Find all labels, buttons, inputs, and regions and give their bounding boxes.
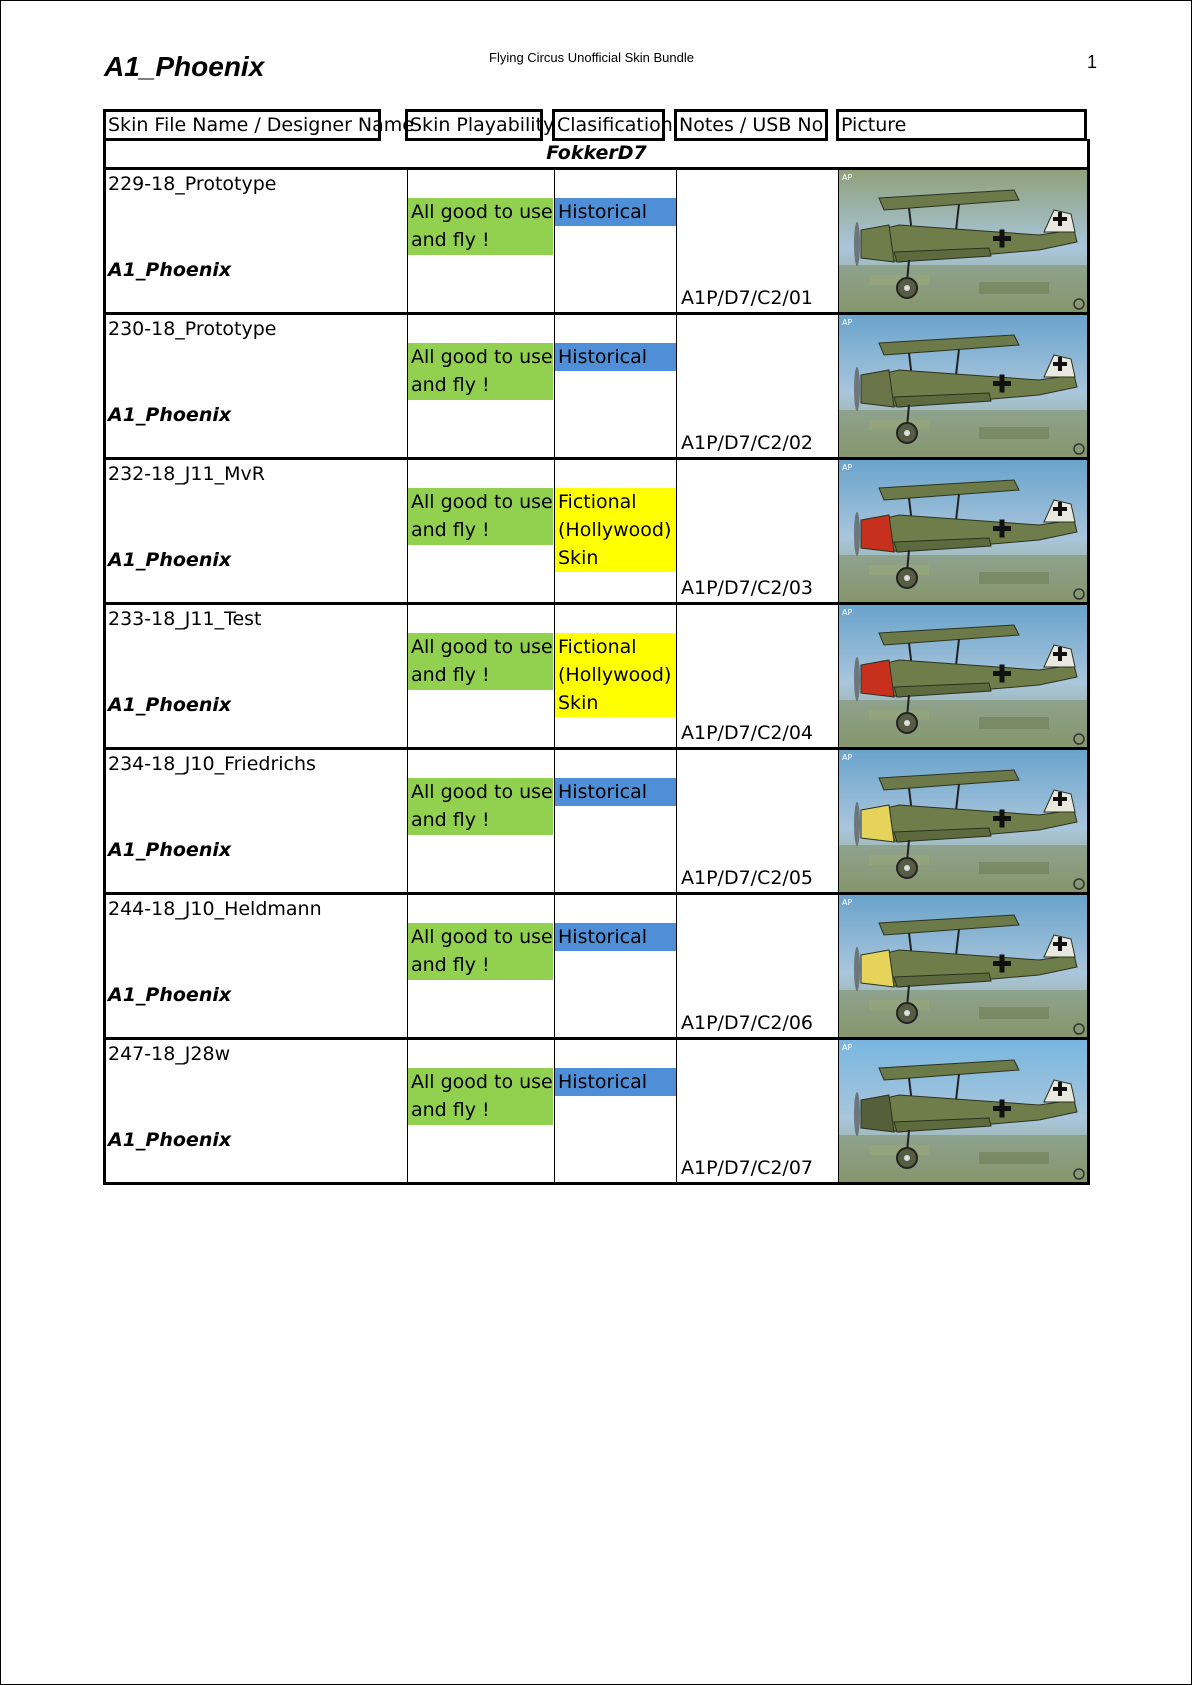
- header-skin-playability: Skin Playability: [405, 109, 543, 141]
- skin-name-cell: [106, 170, 408, 312]
- picture-cell: [839, 895, 1087, 1037]
- svg-text:AP: AP: [842, 608, 853, 617]
- playability-badge: All good to use and fly !: [408, 633, 553, 690]
- header-notes-usb: Notes / USB No.: [674, 109, 828, 141]
- picture-cell: [839, 460, 1087, 602]
- svg-text:AP: AP: [842, 318, 853, 327]
- notes-cell: [677, 895, 839, 1037]
- classification-cell: [555, 895, 677, 1037]
- table-row: [106, 312, 1087, 457]
- playability-cell: [408, 750, 555, 892]
- notes-cell: [677, 750, 839, 892]
- aircraft-picture: [839, 170, 1087, 312]
- picture-cell: [839, 750, 1087, 892]
- svg-text:AP: AP: [842, 753, 853, 762]
- designer-name: A1_Phoenix: [108, 984, 232, 1006]
- playability-cell: [408, 170, 555, 312]
- notes-cell: [677, 460, 839, 602]
- skin-name-cell: [106, 895, 408, 1037]
- playability-cell: [408, 605, 555, 747]
- skin-file-name: 229-18_Prototype: [108, 173, 277, 195]
- table-row: [106, 747, 1087, 892]
- classification-badge: Historical: [555, 923, 676, 951]
- header-clasification: Clasification: [552, 109, 665, 141]
- table-body: [103, 170, 1090, 1185]
- table-row: [106, 892, 1087, 1037]
- svg-text:AP: AP: [842, 1043, 853, 1052]
- skin-name-cell: [106, 750, 408, 892]
- aircraft-picture: [839, 605, 1087, 747]
- classification-badge: Fictional (Hollywood) Skin: [555, 633, 676, 717]
- svg-text:AP: AP: [842, 173, 853, 182]
- designer-name: A1_Phoenix: [108, 404, 232, 426]
- skin-file-name: 230-18_Prototype: [108, 318, 277, 340]
- playability-badge: All good to use and fly !: [408, 343, 553, 400]
- classification-badge: Historical: [555, 198, 676, 226]
- skin-file-name: 233-18_J11_Test: [108, 608, 262, 630]
- playability-cell: [408, 1040, 555, 1182]
- notes-cell: [677, 315, 839, 457]
- playability-badge: All good to use and fly !: [408, 198, 553, 255]
- skin-file-name: 234-18_J10_Friedrichs: [108, 753, 316, 775]
- classification-cell: [555, 170, 677, 312]
- playability-badge: All good to use and fly !: [408, 778, 553, 835]
- designer-name: A1_Phoenix: [108, 1129, 232, 1151]
- picture-cell: [839, 605, 1087, 747]
- usb-number: A1P/D7/C2/05: [681, 867, 813, 889]
- classification-cell: [555, 460, 677, 602]
- classification-badge: Historical: [555, 1068, 676, 1096]
- skin-name-cell: [106, 605, 408, 747]
- svg-text:AP: AP: [842, 463, 853, 472]
- skin-file-name: 247-18_J28w: [108, 1043, 231, 1065]
- skin-name-cell: [106, 1040, 408, 1182]
- skin-table: [103, 109, 1090, 1179]
- notes-cell: [677, 1040, 839, 1182]
- classification-cell: [555, 750, 677, 892]
- usb-number: A1P/D7/C2/06: [681, 1012, 813, 1034]
- designer-name: A1_Phoenix: [108, 839, 232, 861]
- designer-name: A1_Phoenix: [108, 549, 232, 571]
- classification-badge: Historical: [555, 343, 676, 371]
- picture-cell: [839, 1040, 1087, 1182]
- playability-badge: All good to use and fly !: [408, 923, 553, 980]
- page-number: 1: [1087, 52, 1098, 72]
- header-picture: Picture: [836, 109, 1087, 141]
- classification-cell: [555, 315, 677, 457]
- skin-name-cell: [106, 460, 408, 602]
- document-title: A1_Phoenix: [104, 51, 265, 82]
- table-row: [106, 1037, 1087, 1182]
- table-row: [106, 170, 1087, 312]
- usb-number: A1P/D7/C2/02: [681, 432, 813, 454]
- classification-badge: Fictional (Hollywood) Skin: [555, 488, 676, 572]
- playability-cell: [408, 315, 555, 457]
- document-subtitle: Flying Circus Unofficial Skin Bundle: [489, 50, 694, 65]
- usb-number: A1P/D7/C2/04: [681, 722, 813, 744]
- table-row: [106, 457, 1087, 602]
- classification-cell: [555, 1040, 677, 1182]
- header-skin-file-name: Skin File Name / Designer Name: [103, 109, 381, 141]
- usb-number: A1P/D7/C2/03: [681, 577, 813, 599]
- aircraft-picture: [839, 750, 1087, 892]
- skin-file-name: 244-18_J10_Heldmann: [108, 898, 322, 920]
- usb-number: A1P/D7/C2/01: [681, 287, 813, 309]
- table-header: [103, 109, 1090, 141]
- playability-badge: All good to use and fly !: [408, 488, 553, 545]
- section-heading: FokkerD7: [103, 139, 1090, 170]
- aircraft-picture: [839, 1040, 1087, 1182]
- skin-name-cell: [106, 315, 408, 457]
- usb-number: A1P/D7/C2/07: [681, 1157, 813, 1179]
- playability-cell: [408, 895, 555, 1037]
- skin-file-name: 232-18_J11_MvR: [108, 463, 265, 485]
- aircraft-picture: [839, 315, 1087, 457]
- picture-cell: [839, 315, 1087, 457]
- aircraft-picture: [839, 895, 1087, 1037]
- notes-cell: [677, 170, 839, 312]
- classification-badge: Historical: [555, 778, 676, 806]
- svg-text:AP: AP: [842, 898, 853, 907]
- designer-name: A1_Phoenix: [108, 694, 232, 716]
- picture-cell: [839, 170, 1087, 312]
- classification-cell: [555, 605, 677, 747]
- designer-name: A1_Phoenix: [108, 259, 232, 281]
- table-row: [106, 602, 1087, 747]
- playability-cell: [408, 460, 555, 602]
- aircraft-picture: [839, 460, 1087, 602]
- playability-badge: All good to use and fly !: [408, 1068, 553, 1125]
- notes-cell: [677, 605, 839, 747]
